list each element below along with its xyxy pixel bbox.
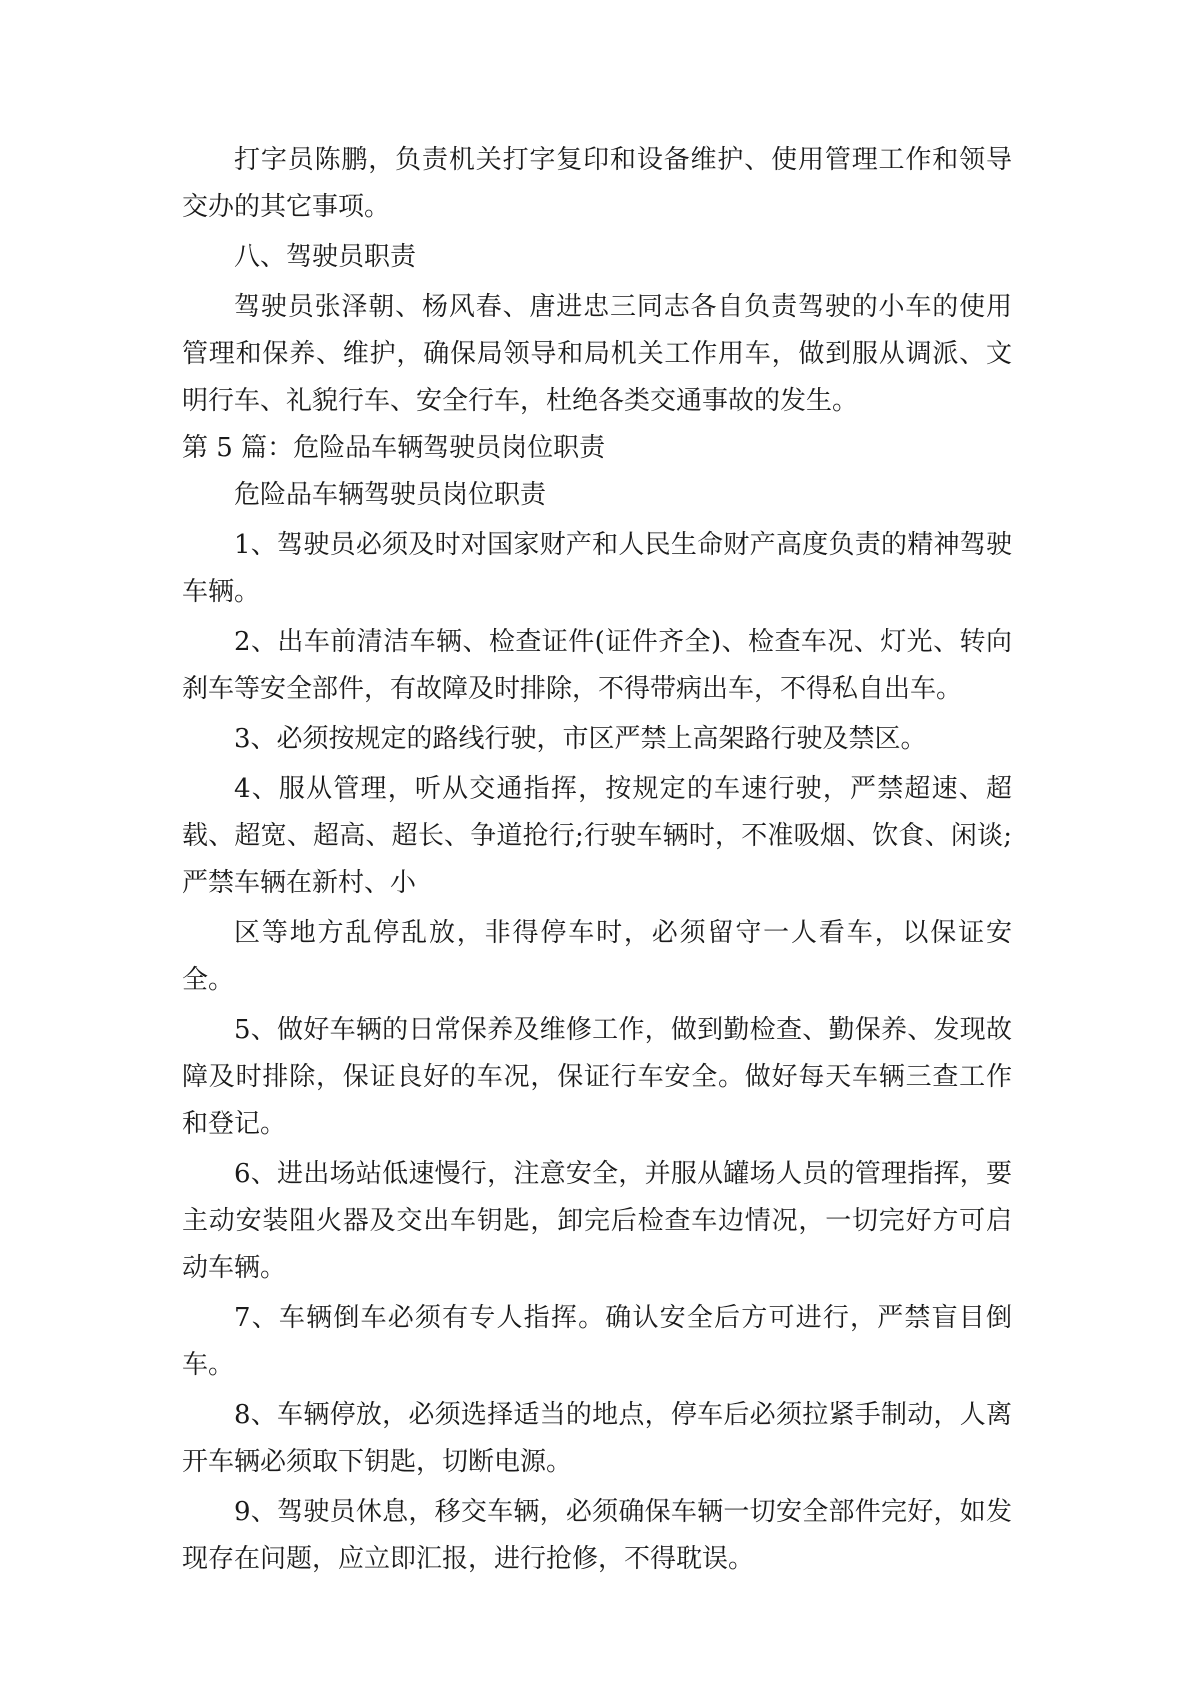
list-item-1: 1、驾驶员必须及时对国家财产和人民生命财产高度负责的精神驾驶车辆。 <box>182 530 1012 607</box>
list-item-4-continued: 区等地方乱停乱放，非得停车时，必须留守一人看车，以保证安全。 <box>182 918 1012 995</box>
list-item-3: 3、必须按规定的路线行驶，市区严禁上高架路行驶及禁区。 <box>234 724 927 754</box>
paragraph-driver-names: 驾驶员张泽朝、杨风春、唐进忠三同志各自负责驾驶的小车的使用管理和保养、维护，确保局领导和局机关工作用车，做到服从调派、文明行车、礼貌行车、安全行车，杜绝各类交通事故的发生。 <box>182 292 1012 416</box>
section-heading-driver-duties: 八、驾驶员职责 <box>234 242 417 272</box>
list-item-9: 9、驾驶员休息，移交车辆，必须确保车辆一切安全部件完好，如发现存在问题，应立即汇报，进行抢修，不得耽误。 <box>182 1497 1012 1574</box>
list-item-7: 7、车辆倒车必须有专人指挥。确认安全后方可进行，严禁盲目倒车。 <box>182 1303 1012 1380</box>
list-item-6: 6、进出场站低速慢行，注意安全，并服从罐场人员的管理指挥，要主动安装阻火器及交出车钥匙，卸完后检查车边情况，一切完好方可启动车辆。 <box>182 1159 1012 1283</box>
chapter-title-hazmat-driver: 第 5 篇：危险品车辆驾驶员岗位职责 <box>182 433 606 463</box>
paragraph-typist-duties: 打字员陈鹏，负责机关打字复印和设备维护、使用管理工作和领导交办的其它事项。 <box>182 145 1012 222</box>
list-item-5: 5、做好车辆的日常保养及维修工作，做到勤检查、勤保养、发现故障及时排除，保证良好的车况，保证行车安全。做好每天车辆三查工作和登记。 <box>182 1015 1012 1139</box>
list-item-8: 8、车辆停放，必须选择适当的地点，停车后必须拉紧手制动，人离开车辆必须取下钥匙，切断电源。 <box>182 1400 1012 1477</box>
list-item-2: 2、出车前清洁车辆、检查证件(证件齐全)、检查车况、灯光、转向刹车等安全部件，有故障及时排除，不得带病出车，不得私自出车。 <box>182 627 1012 704</box>
document-body <box>182 137 1012 1583</box>
list-item-4: 4、服从管理，听从交通指挥，按规定的车速行驶，严禁超速、超载、超宽、超高、超长、争道抢行;行驶车辆时，不准吸烟、饮食、闲谈;严禁车辆在新村、小 <box>182 774 1012 898</box>
subtitle-hazmat-driver-duties: 危险品车辆驾驶员岗位职责 <box>234 480 547 510</box>
